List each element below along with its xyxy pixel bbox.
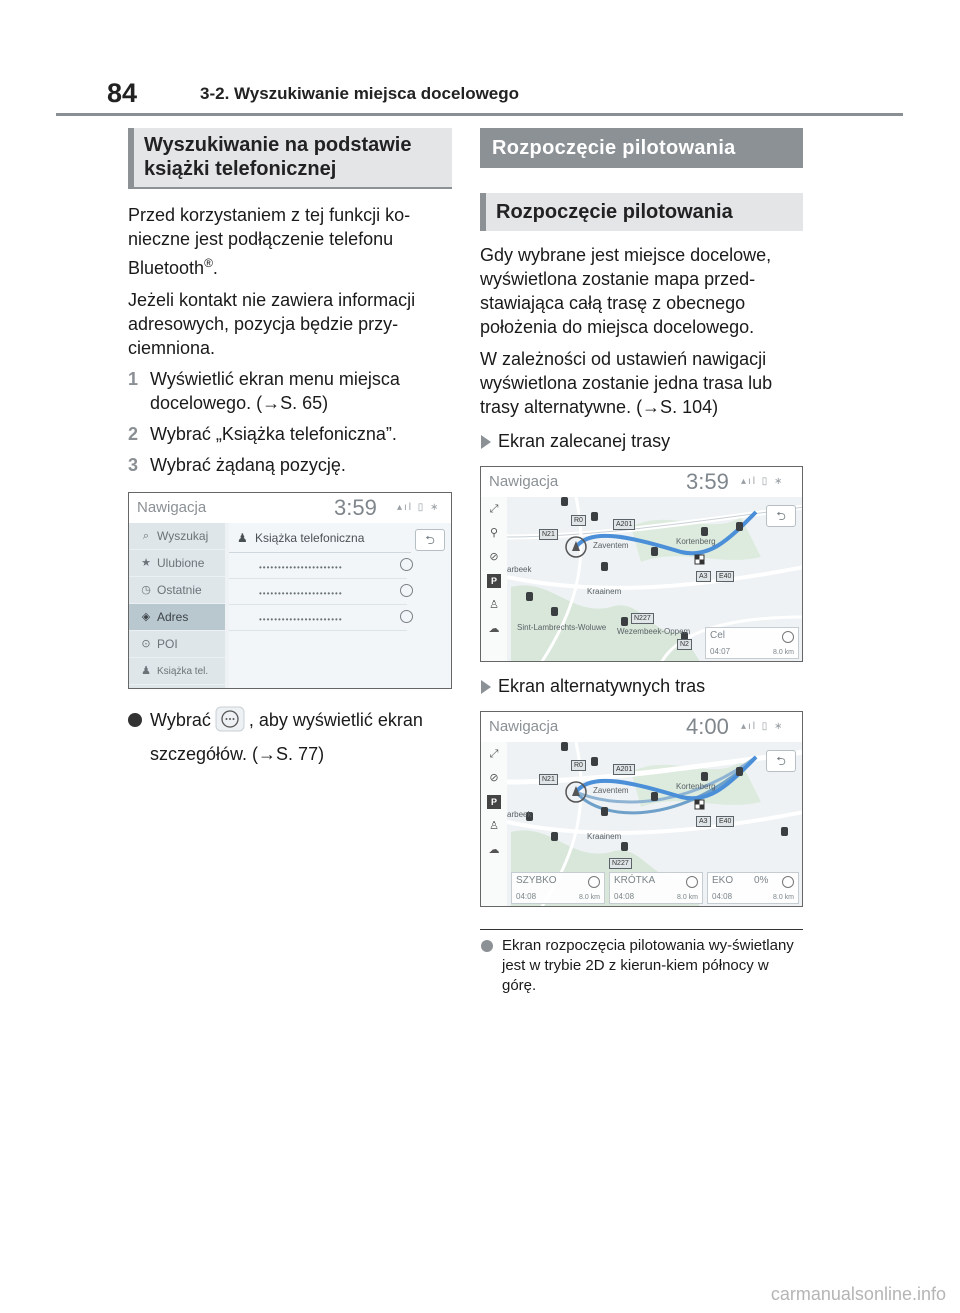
map-label: Wezembeek-Oppem <box>617 627 691 636</box>
road-shield: N227 <box>631 613 654 624</box>
panel-distance: 8.0 km <box>772 649 794 656</box>
road-shield: N227 <box>609 858 632 869</box>
step-text: Wybrać „Książka telefoniczna”. <box>150 424 397 444</box>
person-icon: ♟ <box>141 665 151 677</box>
map-label: Kraainem <box>587 587 622 596</box>
screen-app-title: Nawigacja <box>137 499 207 516</box>
walk-icon[interactable]: ♙ <box>489 599 499 611</box>
step-number: 2 <box>128 424 139 444</box>
map-label: Zaventem <box>593 786 629 795</box>
item-recommended-route: Ekran zalecanej trasy <box>480 429 803 453</box>
screen-header <box>481 467 802 497</box>
road-shield: N21 <box>539 529 558 540</box>
intro-paragraph-1 <box>128 203 452 280</box>
step-text: Wyświetlić ekran menu miejsca docelowego. (→S. 65) <box>150 369 400 413</box>
map-toolbar <box>481 742 507 906</box>
triangle-icon <box>481 680 491 694</box>
avoid-icon[interactable]: ⊘ <box>489 551 499 563</box>
panel-time: 04:07 <box>710 647 731 656</box>
destination-panel[interactable] <box>705 627 799 659</box>
section-title-guidance: Rozpoczęcie pilotowania <box>480 128 803 168</box>
intro-paragraph-2: Jeżeli kontakt nie zawiera informacji adresowych, pozycja będzie przy-ciemniona. <box>128 290 416 358</box>
road-shield: A3 <box>696 571 711 582</box>
walk-icon[interactable]: ♙ <box>489 820 499 832</box>
clock-icon: ◷ <box>141 584 151 596</box>
watermark: carmanualsonline.info <box>770 1284 946 1304</box>
step-text: Wybrać żądaną pozycję. <box>150 455 346 475</box>
back-button[interactable]: ⮌ <box>766 505 796 527</box>
parking-icon[interactable]: P <box>487 795 501 809</box>
guidance-paragraph-2: W zależności od ustawień nawigacji wyświetlona zostanie jedna trasa lub trasy alternatywne. (→S. 104) <box>480 349 773 417</box>
destination-menu <box>129 523 225 688</box>
panel-time: 04:08 <box>712 892 733 901</box>
intro-end: . <box>212 258 218 278</box>
step-2 <box>128 422 452 446</box>
map-label: arbeek <box>507 810 532 819</box>
info-note: Ekran rozpoczęcia pilotowania wy-świetlany jest w trybie 2D z kierun-kiem północy w górę. <box>480 936 803 996</box>
menu-item-favourites[interactable]: ★ Ulubione <box>129 550 225 577</box>
road-shield: E40 <box>716 816 734 827</box>
contact-row[interactable]: •••••••••••••••••••••• <box>229 553 407 579</box>
item-alternative-routes: Ekran alternatywnych tras <box>480 674 803 698</box>
phonebook-screen <box>128 492 452 689</box>
status-icons: ▴ıl ▯ ∗ <box>741 721 785 732</box>
back-button[interactable]: ⮌ <box>415 529 445 551</box>
panel-title: SZYBKO <box>516 875 557 886</box>
subsection-title-guidance: Rozpoczęcie pilotowania <box>480 193 803 231</box>
panel-time: 04:08 <box>614 892 635 901</box>
menu-item-poi[interactable]: ⊙ POI <box>129 631 225 658</box>
screen-app-title: Nawigacja <box>489 718 559 735</box>
details-icon[interactable] <box>400 610 413 623</box>
right-column <box>480 128 803 996</box>
road-shield: N2 <box>677 639 692 650</box>
screen-clock: 3:59 <box>334 495 377 520</box>
map-label: Kortenberg <box>676 537 716 546</box>
step-3 <box>128 453 452 477</box>
step-number: 1 <box>128 369 139 389</box>
address-icon: ◈ <box>141 611 151 623</box>
menu-item-recent[interactable]: ◷ Ostatnie <box>129 577 225 604</box>
panel-distance: 8.0 km <box>578 894 600 901</box>
intro-text: Przed korzystaniem z tej funkcji ko-nieczne jest podłączenie telefonu Bluetooth <box>128 205 411 278</box>
back-button[interactable]: ⮌ <box>766 750 796 772</box>
panel-title: EKO <box>712 875 734 886</box>
map-label: Kraainem <box>587 832 622 841</box>
menu-item-address[interactable]: ◈ Adres <box>129 604 225 631</box>
expand-icon[interactable]: ⤢ <box>489 748 499 760</box>
road-shield: E40 <box>716 571 734 582</box>
alternative-routes-screen <box>480 711 803 907</box>
panel-distance: 8.0 km <box>676 894 698 901</box>
details-icon[interactable] <box>400 584 413 597</box>
triangle-icon <box>481 435 491 449</box>
start-guidance-icon[interactable] <box>782 631 794 643</box>
pin-icon: ⊙ <box>141 638 151 650</box>
contact-row[interactable]: •••••••••••••••••••••• <box>229 605 407 631</box>
note-divider <box>480 929 803 930</box>
parking-icon[interactable]: P <box>487 574 501 588</box>
screen-app-title: Nawigacja <box>489 473 559 490</box>
road-shield: R0 <box>571 760 586 771</box>
road-shield: A201 <box>613 519 635 530</box>
route-option-short[interactable] <box>609 872 703 904</box>
route-option-fast[interactable] <box>511 872 605 904</box>
guidance-paragraph-1: Gdy wybrane jest miejsce docelowe, wyświetlona zostanie mapa przed-stawiająca całą trasę z obecnego położenia do miejsca docelowego. <box>480 245 772 337</box>
map-label: Zaventem <box>593 541 629 550</box>
star-icon: ★ <box>141 557 151 569</box>
status-icons: ▴ıl ▯ ∗ <box>741 476 785 487</box>
map-label: Kortenberg <box>676 782 716 791</box>
section-title-phonebook: Wyszukiwanie na podstawie książki telefonicznej <box>128 128 452 189</box>
details-icon <box>215 706 245 732</box>
registered-mark: ® <box>204 256 213 270</box>
panel-time: 04:08 <box>516 892 537 901</box>
start-guidance-icon[interactable] <box>588 876 600 888</box>
start-guidance-icon[interactable] <box>686 876 698 888</box>
route-option-eco[interactable] <box>707 872 799 904</box>
step-1 <box>128 367 452 415</box>
panel-title: KRÓTKA <box>614 875 656 886</box>
road-shield: A3 <box>696 816 711 827</box>
panel-distance: 8.0 km <box>772 894 794 901</box>
screen-header <box>129 493 451 523</box>
screen-header <box>481 712 802 742</box>
map-toolbar <box>481 497 507 661</box>
chapter-title: 3-2. Wyszukiwanie miejsca docelowego <box>200 84 520 103</box>
screen-clock: 3:59 <box>686 469 729 494</box>
menu-item-search[interactable]: ⌕ Wyszukaj <box>129 523 225 550</box>
details-icon[interactable] <box>400 558 413 571</box>
bullet-dot <box>128 713 142 727</box>
route-icon[interactable]: ⚲ <box>489 527 499 539</box>
weather-icon[interactable]: ☁ <box>488 623 500 635</box>
panel-title: Cel <box>710 630 726 641</box>
road-shield: R0 <box>571 515 586 526</box>
menu-item-phonebook[interactable]: ♟ Książka tel. <box>129 658 225 685</box>
search-icon: ⌕ <box>142 530 150 542</box>
road-shield: A201 <box>613 764 635 775</box>
note-bullet <box>481 940 493 952</box>
status-icons: ▴ıl ▯ ∗ <box>397 502 441 513</box>
weather-icon[interactable]: ☁ <box>488 844 500 856</box>
list-header: ♟ Książka telefoniczna <box>229 523 411 553</box>
avoid-icon[interactable]: ⊘ <box>489 772 499 784</box>
step-number: 3 <box>128 455 139 475</box>
recommended-route-screen <box>480 466 803 662</box>
header-rule <box>56 113 903 116</box>
details-bullet: Wybrać , aby wyświetlić ekran szczegółów. (→S. 77) <box>128 703 452 771</box>
map-label: Sint-Lambrechts-Woluwe <box>517 623 607 632</box>
person-icon: ♟ <box>237 531 248 545</box>
start-guidance-icon[interactable] <box>782 876 794 888</box>
page-number: 84 <box>107 78 138 108</box>
expand-icon[interactable]: ⤢ <box>489 503 499 515</box>
screen-clock: 4:00 <box>686 714 729 739</box>
road-shield: N21 <box>539 774 558 785</box>
fuel-percentage: 0% <box>754 875 769 886</box>
left-column <box>128 128 452 771</box>
map-label: arbeek <box>507 565 532 574</box>
contact-row[interactable]: •••••••••••••••••••••• <box>229 579 407 605</box>
